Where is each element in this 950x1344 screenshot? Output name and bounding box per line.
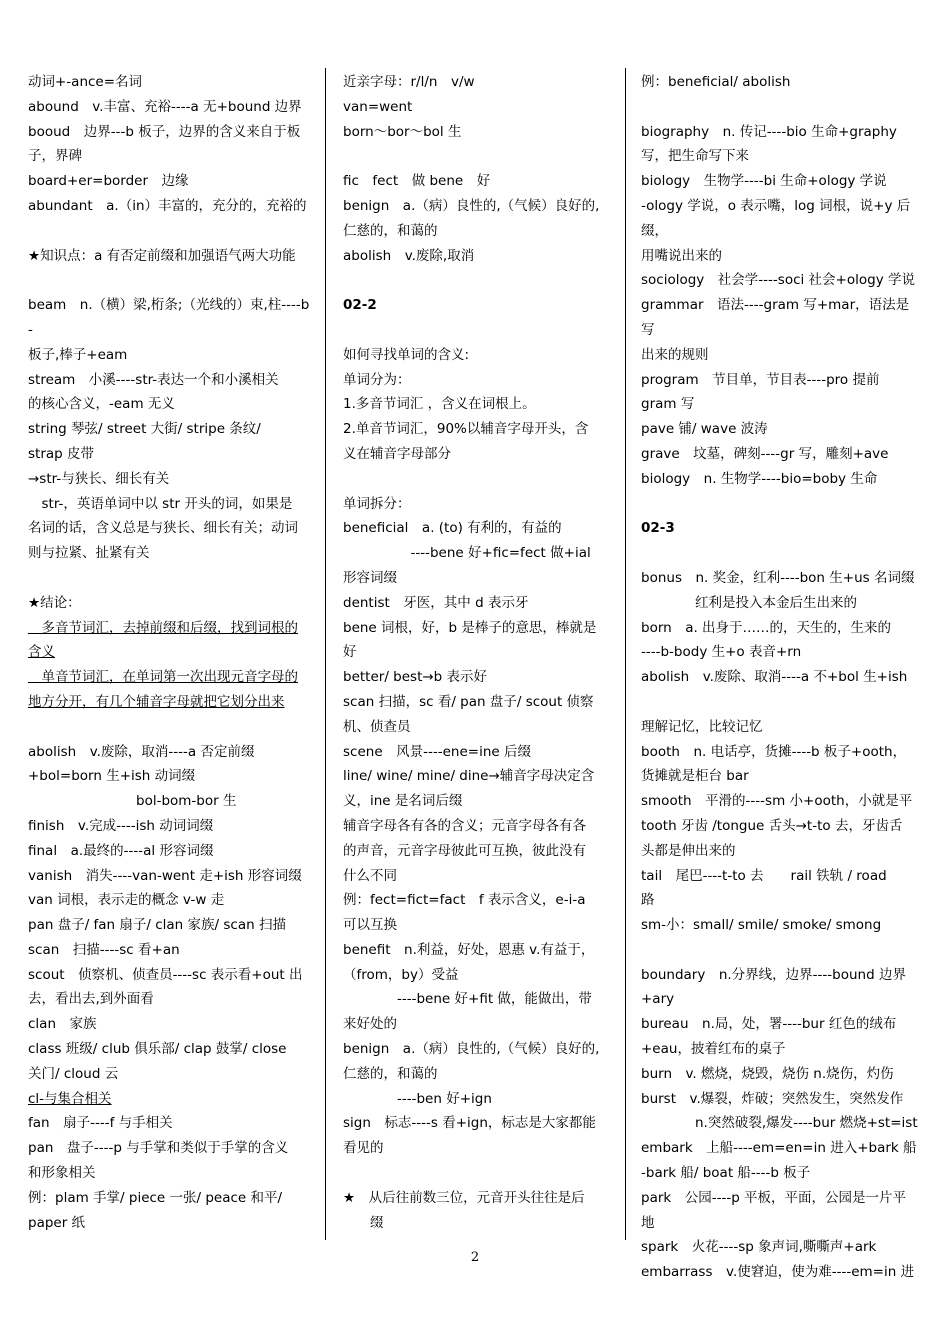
- text-line: 板子,棒子+eam: [28, 346, 128, 363]
- text-line: fan 扇子----f 与手相关: [28, 1115, 173, 1132]
- text-line: 单音节词汇，在单词第一次出现元音字母的: [28, 669, 298, 686]
- text-line: class 班级/ club 俱乐部/ clap 鼓掌/ close: [28, 1041, 287, 1058]
- text-line: pave 铺/ wave 波涛: [641, 421, 768, 438]
- text-line: abolish v.废除,取消: [343, 247, 475, 264]
- text-line: 关门/ cloud 云: [28, 1065, 119, 1082]
- text-line: final a.最终的----al 形容词缀: [28, 842, 214, 859]
- text-line: 的核心含义，-eam 无义: [28, 396, 175, 413]
- text-line: embark 上船----em=en=in 进入+bark 船: [641, 1140, 917, 1157]
- text-line: sm-小：small/ smile/ smoke/ smong: [641, 917, 882, 934]
- text-line: cl-与集合相关: [28, 1090, 112, 1107]
- blank-line: [641, 690, 921, 715]
- text-line: 仁慈的，和蔼的: [343, 222, 438, 239]
- text-line: abound v.丰富、充裕----a 无+bound 边界: [28, 98, 302, 115]
- column-1: [28, 70, 310, 1238]
- text-line: abolish v.废除、取消----a 不+bol 生+ish: [641, 669, 908, 686]
- blank-line: [343, 318, 609, 343]
- text-line: fic fect 做 bene 好: [343, 173, 491, 190]
- text-line: strap 皮带: [28, 445, 95, 462]
- text-line: 地方分开，有几个辅音字母就把它划分出来: [28, 693, 285, 710]
- column-divider: [325, 68, 326, 1240]
- text-line: grammar 语法----gram 写+mar，语法是写: [641, 297, 910, 338]
- text-line: 形容词缀: [343, 569, 397, 586]
- text-line: 去，看出去,到外面看: [28, 991, 154, 1008]
- text-line: ★知识点：a 有否定前缀和加强语气两大功能: [28, 247, 296, 264]
- text-line: 看见的: [343, 1140, 384, 1157]
- text-line: boundary n.分界线，边界----bound 边界: [641, 966, 906, 983]
- blank-line: [28, 715, 310, 740]
- blank-line: [28, 219, 310, 244]
- text-line: 义，ine 是名词后缀: [343, 793, 463, 810]
- text-line: 红利是投入本金后生出来的: [641, 594, 857, 611]
- text-line: 好: [343, 644, 357, 661]
- text-line: -ology 学说，o 表示嘴，log 词根，说+y 后缀，: [641, 197, 911, 239]
- text-line: burst v.爆裂，炸破；突然发生，突然发作: [641, 1090, 904, 1107]
- column-divider: [625, 68, 626, 1240]
- text-line: program 节目单，节目表----pro 提前: [641, 371, 880, 388]
- text-line: （from，by）受益: [343, 966, 459, 983]
- text-line: bene 词根，好，b 是棒子的意思，棒就是: [343, 619, 597, 636]
- text-line: ----bene 好+fit 做，能做出，带: [343, 991, 592, 1008]
- text-line: better/ best→b 表示好: [343, 669, 488, 686]
- text-line: 1.多音节词汇 ，含义在词根上。: [343, 396, 536, 413]
- text-line: clan 家族: [28, 1016, 97, 1033]
- text-line: 单词拆分：: [343, 495, 411, 512]
- text-line: 用嘴说出来的: [641, 247, 722, 264]
- blank-line: [641, 492, 921, 517]
- blank-line: [641, 541, 921, 566]
- text-line: embarrass v.使窘迫，使为难----em=in 进: [641, 1264, 915, 1281]
- text-line: abundant a.（in）丰富的，充分的，充裕的: [28, 197, 307, 214]
- text-line: 辅音字母各有各的含义；元音字母各有各: [343, 817, 586, 834]
- section-heading: 02-2: [343, 297, 377, 314]
- column-2: [343, 70, 609, 1238]
- text-line: 2.单音节词汇，90%以辅音字母开头，含: [343, 421, 589, 438]
- text-line: ----b-body 生+o 表音+rn: [641, 644, 802, 661]
- text-line: abolish v.废除，取消----a 否定前缀: [28, 743, 255, 760]
- text-line: benign a.（病）良性的,（气候）良好的,: [343, 197, 600, 214]
- text-line: 单词分为：: [343, 371, 411, 388]
- text-line: paper 纸: [28, 1214, 86, 1231]
- text-line: scout 侦察机、侦查员----sc 表示看+out 出: [28, 966, 303, 983]
- text-line: 头都是伸出来的: [641, 842, 736, 859]
- text-line: 例：fect=fict=fact f 表示含义，e-i-a: [343, 892, 586, 909]
- text-line: spark 火花----sp 象声词,嘶嘶声+ark: [641, 1239, 877, 1256]
- section-heading: 02-3: [641, 520, 675, 537]
- blank-line: [641, 95, 921, 120]
- text-line: bonus n. 奖金，红利----bon 生+us 名词缀: [641, 569, 915, 586]
- text-line: line/ wine/ mine/ dine→辅音字母决定含: [343, 768, 595, 785]
- blank-line: [343, 467, 609, 492]
- text-line: 义在辅音字母部分: [343, 445, 451, 462]
- text-line: 多音节词汇，去掉前缀和后缀，找到词根的: [28, 619, 298, 636]
- text-line: 和形象相关: [28, 1165, 96, 1182]
- text-line: beam n.（横）梁,桁条;（光线的）束,柱----b-: [28, 297, 310, 338]
- text-line: 含义: [28, 644, 55, 661]
- text-line: 写，把生命写下来: [641, 148, 749, 165]
- text-line: -bark 船/ boat 船----b 板子: [641, 1165, 811, 1182]
- text-line: sociology 社会学----soci 社会+ology 学说: [641, 272, 915, 289]
- text-line: →str-与狭长、细长有关: [28, 470, 170, 487]
- text-line: van 词根，表示走的概念 v-w 走: [28, 892, 225, 909]
- text-line: 的声音，元音字母彼此可互换，彼此没有: [343, 842, 586, 859]
- text-line: 地: [641, 1214, 655, 1231]
- text-line: booud 边界---b 板子，边界的含义来自于板: [28, 123, 301, 140]
- text-line: grave 坟墓，碑刻----gr 写，雕刻+ave: [641, 445, 889, 462]
- text-line: ----ben 好+ign: [343, 1090, 492, 1107]
- text-line: 则与拉紧、扯紧有关: [28, 545, 150, 562]
- text-line: 子，界碑: [28, 148, 82, 165]
- text-line: +bol=born 生+ish 动词缀: [28, 768, 196, 785]
- text-line: benefit n.利益，好处，恩惠 v.有益于，: [343, 941, 595, 958]
- text-line: 近亲字母：r/l/n v/w: [343, 74, 475, 90]
- text-line: scan 扫描，sc 看/ pan 盘子/ scout 侦察: [343, 693, 594, 710]
- text-line: +ary: [641, 991, 675, 1008]
- text-line: scan 扫描----sc 看+an: [28, 941, 180, 958]
- text-line: 例：beneficial/ abolish: [641, 74, 791, 90]
- text-line: dentist 牙医，其中 d 表示牙: [343, 594, 529, 611]
- text-line: vanish 消失----van-went 走+ish 形容词缀: [28, 867, 302, 884]
- text-line: ★ 从后往前数三位，元音开头往往是后: [343, 1189, 585, 1206]
- text-line: benign a.（病）良性的,（气候）良好的,: [343, 1041, 600, 1058]
- text-line: biography n. 传记----bio 生命+graphy: [641, 123, 897, 140]
- text-line: van=went: [343, 98, 413, 115]
- text-line: tail 尾巴----t-to 去 rail 铁轨 / road: [641, 867, 887, 884]
- text-line: beneficial a. (to) 有利的，有益的: [343, 520, 562, 537]
- text-line: scene 风景----ene=ine 后缀: [343, 743, 531, 760]
- text-line: 名词的话，含义总是与狭长、细长有关；动词: [28, 520, 298, 537]
- text-line: born a. 出身于……的，天生的，生来的: [641, 619, 892, 636]
- text-line: 例：plam 手掌/ piece 一张/ peace 和平/: [28, 1189, 283, 1206]
- text-line: finish v.完成----ish 动词词缀: [28, 817, 214, 834]
- text-line: 机、侦查员: [343, 718, 411, 735]
- blank-line: [28, 566, 310, 591]
- text-line: 可以互换: [343, 917, 397, 934]
- text-line: 如何寻找单词的含义:: [343, 346, 470, 363]
- text-line: 什么不同: [343, 867, 397, 884]
- text-line: 仁慈的，和蔼的: [343, 1065, 438, 1082]
- text-line: gram 写: [641, 396, 695, 413]
- text-line: tooth 牙齿 /tongue 舌头→t-to 去，牙齿舌: [641, 817, 903, 834]
- text-line: biology 生物学----bi 生命+ology 学说: [641, 173, 887, 190]
- page-number: 2: [470, 1250, 480, 1265]
- text-line: 来好处的: [343, 1016, 397, 1033]
- text-line: ★结论：: [28, 594, 81, 611]
- text-line: biology n. 生物学----bio=boby 生命: [641, 470, 878, 487]
- text-line: stream 小溪----str-表达一个和小溪相关: [28, 371, 279, 388]
- text-line: pan 盘子----p 与手掌和类似于手掌的含义: [28, 1140, 289, 1157]
- text-line: ----bene 好+fic=fect 做+ial: [343, 545, 591, 562]
- text-line: +eau，披着红布的桌子: [641, 1041, 786, 1058]
- text-line: 理解记忆，比较记忆: [641, 718, 763, 735]
- text-line: 动词+-ance=名词: [28, 74, 143, 90]
- text-line: n.突然破裂,爆发----bur 燃烧+st=ist: [641, 1115, 918, 1132]
- text-line: 缀: [343, 1214, 384, 1231]
- text-line: sign 标志----s 看+ign，标志是大家都能: [343, 1115, 596, 1132]
- text-line: bureau n.局，处，署----bur 红色的绒布: [641, 1016, 897, 1033]
- text-line: born～bor～bol 生: [343, 123, 462, 140]
- column-3: [641, 70, 921, 1281]
- blank-line: [343, 1161, 609, 1186]
- text-line: smooth 平滑的----sm 小+ooth，小就是平: [641, 793, 913, 810]
- text-line: 货摊就是柜台 bar: [641, 768, 749, 785]
- blank-line: [28, 268, 310, 293]
- blank-line: [343, 268, 609, 293]
- blank-line: [343, 144, 609, 169]
- text-line: burn v. 燃烧，烧毁，烧伤 n.烧伤，灼伤: [641, 1065, 894, 1082]
- text-line: pan 盘子/ fan 扇子/ clan 家族/ scan 扫描: [28, 917, 286, 934]
- text-line: 路: [641, 892, 655, 909]
- text-line: str-，英语单词中以 str 开头的词，如果是: [28, 495, 293, 512]
- text-line: string 琴弦/ street 大街/ stripe 条纹/: [28, 421, 261, 438]
- text-line: 出来的规则: [641, 346, 709, 363]
- text-line: bol-bom-bor 生: [28, 793, 237, 810]
- text-line: park 公园----p 平板，平面，公园是一片平: [641, 1189, 907, 1206]
- text-line: board+er=border 边缘: [28, 173, 189, 190]
- blank-line: [641, 938, 921, 963]
- text-line: booth n. 电话亭，货摊----b 板子+ooth，: [641, 743, 907, 760]
